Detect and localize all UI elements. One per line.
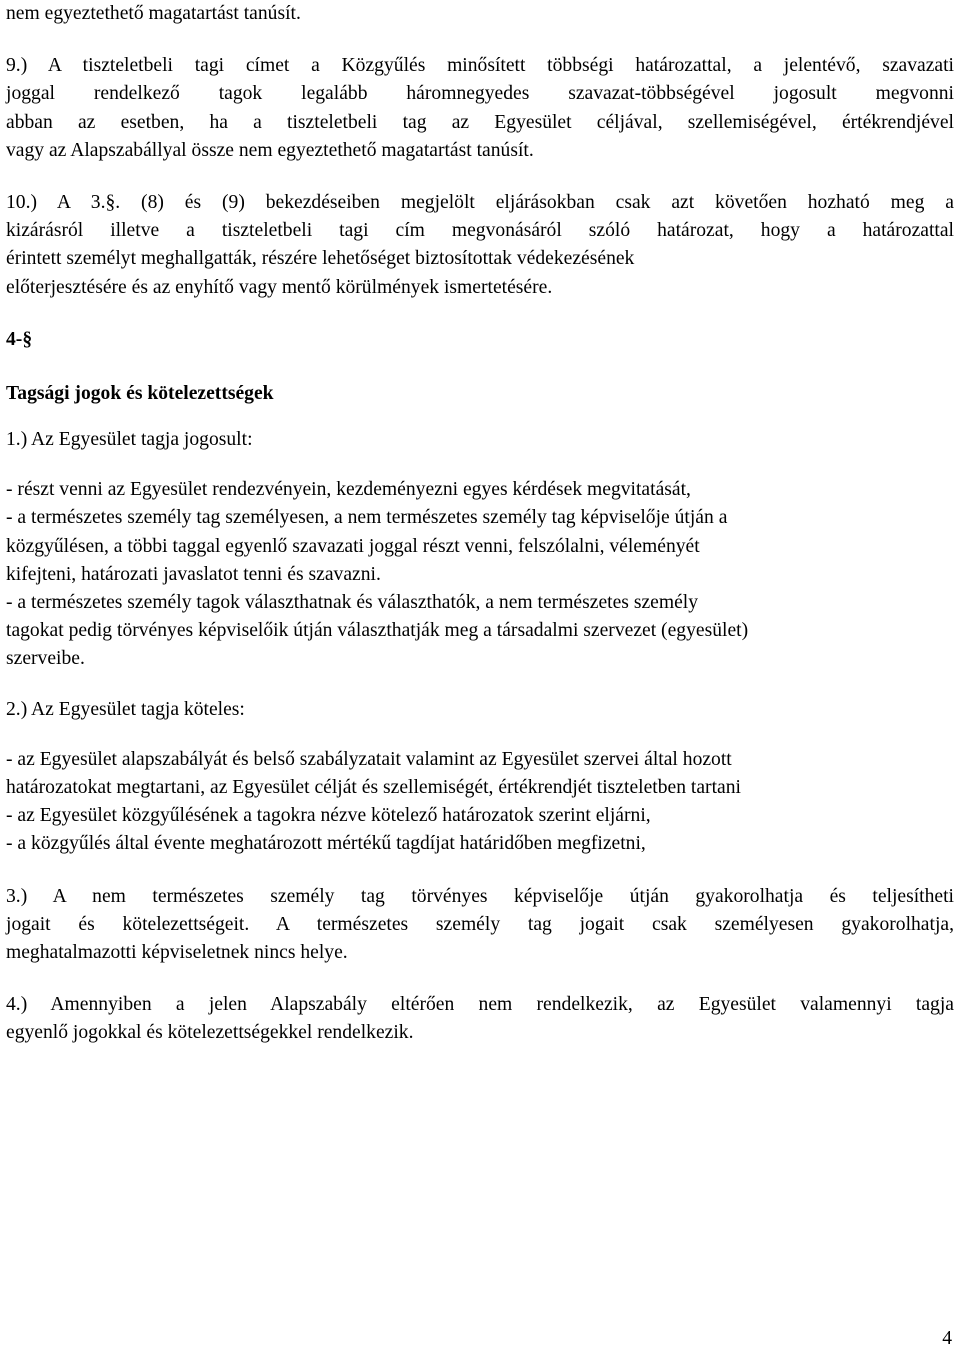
section-heading [6,326,954,354]
paragraph [6,426,954,454]
page-number: 4 [942,1328,952,1349]
text-line: szerveibe. [6,648,85,670]
text-line: - az Egyesület alapszabályát és belső szabályzatait valamint az Egyesület szervei által hozott [6,748,732,770]
text-line: - részt venni az Egyesület rendezvényein, kezdeményezni egyes kérdések megvitatását, [6,479,691,501]
text-line: tagokat pedig törvényes képviselőik útján választhatják meg a társadalmi szervezet (egyesület) [6,620,749,642]
text-line: egyenlő jogokkal és kötelezettségekkel rendelkezik. [6,1022,414,1044]
text-line: 4.) Amennyiben a jelen Alapszabály eltérően nem rendelkezik, az Egyesület valamennyi tagja [6,994,954,1016]
text-line: 1.) Az Egyesület tagja jogosult: [6,429,253,451]
text-line: - a természetes személy tag személyesen, a nem természetes személy tag képviselője útján a [6,507,728,529]
text-line: 2.) Az Egyesület tagja köteles: [6,698,245,720]
text-line: - a közgyűlés által évente meghatározott mértékű tagdíjat határidőben megfizetni, [6,833,646,855]
document-page [6,0,954,1047]
text-line: meghatalmazotti képviseletnek nincs helye. [6,941,348,963]
text-line: előterjesztésére és az enyhítő vagy mentő körülmények ismertetésére. [6,276,553,298]
text-line: jogait és kötelezettségeit. A természetes személy tag jogait csak személyesen gyakorolhatja, [6,913,954,935]
paragraph [6,746,954,859]
text-line: 9.) A tiszteletbeli tagi címet a Közgyűlés minősített többségi határozattal, a jelentévő, szavazati [6,55,954,77]
paragraph [6,476,954,673]
text-line: nem egyeztethető magatartást tanúsít. [6,3,301,24]
paragraph [6,991,954,1047]
text-line: 10.) A 3.§. (8) és (9) bekezdéseiben megjelölt eljárásokban csak azt követően hozható meg a [6,191,954,213]
text-line: - az Egyesület közgyűlésének a tagokra nézve kötelező határozatok szerint eljárni, [6,805,651,827]
text-line: 4-§ [6,328,33,350]
text-line: 3.) A nem természetes személy tag törvényes képviselője útján gyakorolhatja és teljesítheti [6,885,954,907]
text-line: közgyűlésen, a többi taggal egyenlő szavazati joggal részt venni, felszólalni, véleményét [6,535,700,557]
text-line: kifejteni, határozati javaslatot tenni és szavazni. [6,563,381,585]
paragraph [6,696,954,724]
text-line: érintett személyt meghallgatták, részére lehetőséget biztosítottak védekezésének [6,248,635,270]
text-line: Tagsági jogok és kötelezettségek [6,382,274,404]
text-line: abban az esetben, ha a tiszteletbeli tag az Egyesület céljával, szellemiségével, értékrendjével [6,111,954,133]
paragraph [6,52,954,165]
document-body [6,0,954,1047]
paragraph [6,883,954,968]
paragraph [6,189,954,302]
text-line: kizárásról illetve a tiszteletbeli tagi cím megvonásáról szóló határozat, hogy a határozattal [6,220,954,242]
text-line: joggal rendelkező tagok legalább háromnegyedes szavazat-többségével jogosult megvonni [6,83,954,105]
section-heading [6,380,954,408]
text-line: határozatokat megtartani, az Egyesület célját és szellemiségét, értékrendjét tiszteletben tartani [6,776,741,798]
paragraph [6,0,954,28]
text-line: - a természetes személy tagok választhatnak és választhatók, a nem természetes személy [6,592,699,613]
text-line: vagy az Alapszabállyal össze nem egyeztethető magatartást tanúsít. [6,139,534,161]
